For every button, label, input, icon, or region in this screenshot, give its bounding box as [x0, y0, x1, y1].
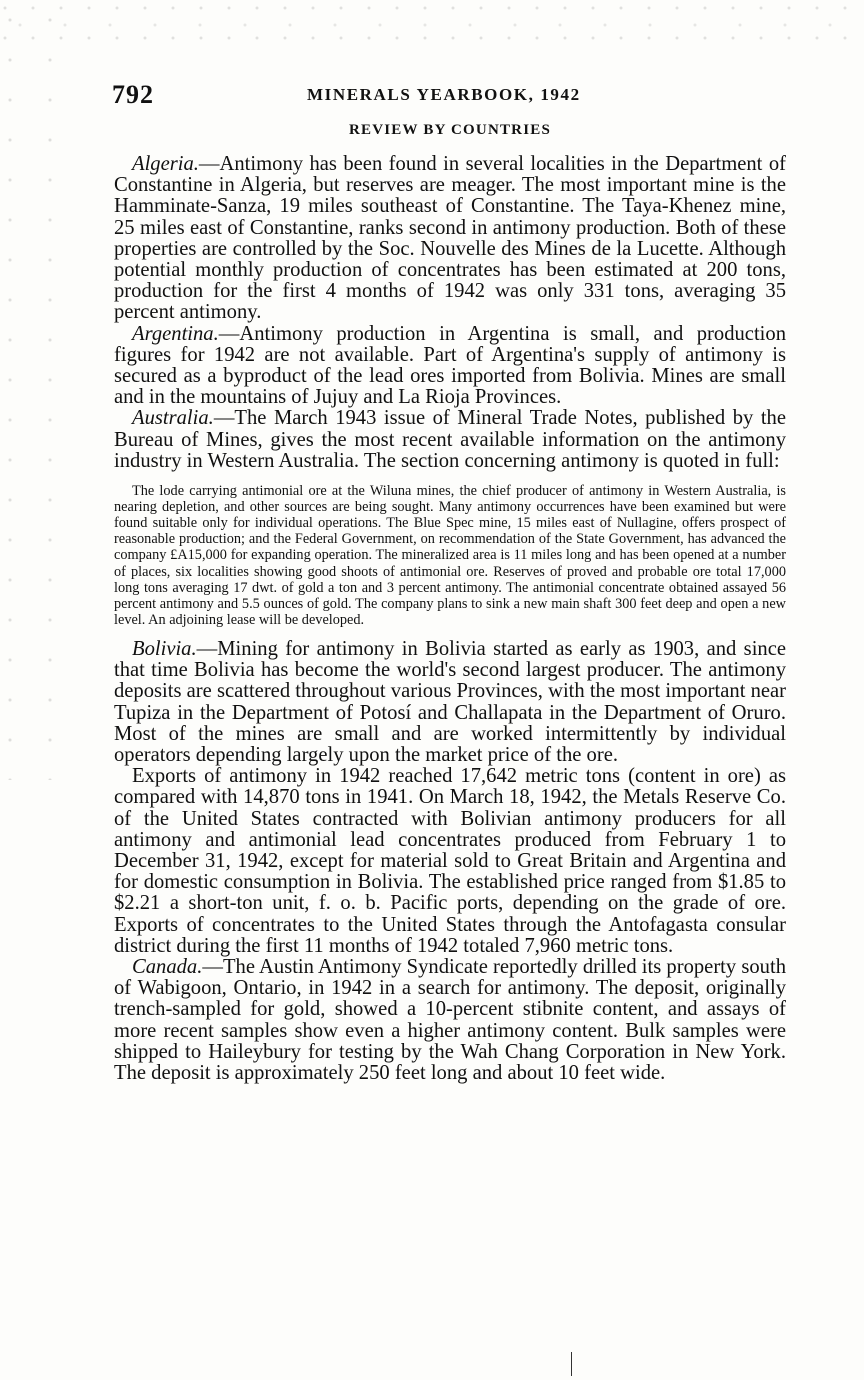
paragraph-algeria-text: —Antimony has been found in several localities in the Department of Constantine in Algeria, but reserves are meager. The most important mine is the Hamminate-Sanza, 19 miles southeast of Constantine. The Taya-Khenez mine, 25 miles east of Constantine, ranks second in antimony production. Both of these properties are controlled by the Soc. Nouvelle des Mines de la Lucette. Although potential monthly production of concentrates has been estimated at 200 tons, production for the first 4 months of 1942 was only 331 tons, averaging 35 percent antimony.: [114, 153, 786, 324]
body-text: [114, 154, 786, 1084]
country-name-bolivia: Bolivia.: [132, 637, 197, 660]
paragraph-bolivia-exports: Exports of antimony in 1942 reached 17,642 metric tons (content in ore) as compared with 14,870 tons in 1941. On March 18, 1942, the Metals Reserve Co. of the United States contracted with Bolivian antimony producers for all antimony and antimonial lead concentrates produced from February 1 to December 31, 1942, except for material sold to Great Britain and Argentina and for domestic consumption in Bolivia. The established price ranged from $1.85 to $2.21 a short-ton unit, f. o. b. Pacific ports, depending on the grade of ore. Exports of concentrates to the United States through the Antofagasta consular district during the first 11 months of 1942 totaled 7,960 metric tons.: [114, 765, 786, 957]
country-name-australia: Australia.: [132, 407, 214, 430]
block-quote-australia: The lode carrying antimonial ore at the Wiluna mines, the chief producer of antimony in Western Australia, is nearing depletion, and other sources are being sought. Many antimony occurrences have been examined but were found suitable only for individual operations. The Blue Spec mine, 15 miles east of Nullagine, offers prospect of reasonable production; and the Federal Government, on recommendation of the State Government, has advanced the company £A15,000 for expanding operation. The mineralized area is 11 miles long and has been opened at a number of places, six localities showing good shoots of antimonial ore. Reserves of proved and probable ore total 17,000 long tons averaging 17 dwt. of gold a ton and 3 percent antimony. The antimonial concentrate obtained assayed 56 percent antimony and 5.5 ounces of gold. The company plans to sink a new main shaft 300 feet deep and open a new level. An adjoining lease will be developed.: [114, 483, 786, 628]
paragraph-argentina: [114, 324, 786, 409]
paragraph-argentina-text: —Antimony production in Argentina is small, and production figures for 1942 are not available. Part of Argentina's supply of antimony is secured as a byproduct of the lead ores imported from Bolivia. Mines are small and in the mountains of Jujuy and La Rioja Provinces.: [114, 322, 786, 409]
scan-noise-left-edge: [0, 0, 70, 780]
country-name-argentina: Argentina.: [132, 322, 219, 345]
scan-noise-top: [0, 0, 864, 40]
paragraph-bolivia-text: —Mining for antimony in Bolivia started as early as 1903, and since that time Bolivia has become the world's second largest producer. The antimony deposits are scattered throughout various Provinces, with the most important near Tupiza in the Department of Potosí and Challapata in the Department of Oruro. Most of the mines are small and are worked intermittently by individual operators depending largely upon the market price of the ore.: [114, 637, 787, 766]
paragraph-bolivia: [114, 639, 786, 766]
section-heading: REVIEW BY COUNTRIES: [348, 122, 551, 138]
page-header: [112, 80, 784, 110]
country-name-canada: Canada.: [132, 955, 203, 978]
paragraph-australia-text: —The March 1943 issue of Mineral Trade Notes, published by the Bureau of Mines, gives the most recent available information on the antimony industry in Western Australia. The section concerning antimony is quoted in full:: [114, 407, 786, 472]
country-name-algeria: Algeria.: [132, 153, 199, 175]
page-number: 792: [112, 80, 154, 109]
paragraph-australia: [114, 408, 786, 472]
paragraph-canada: [114, 957, 786, 1084]
paragraph-algeria: [114, 154, 786, 324]
running-title: MINERALS YEARBOOK, 1942: [307, 85, 581, 104]
paragraph-canada-text: —The Austin Antimony Syndicate reportedly drilled its property south of Wabigoon, Ontario, in 1942 in a search for antimony. The deposit, originally trench-sampled for gold, showed a 10-percent stibnite content, and assays of more recent samples show even a higher antimony content. Bulk samples were shipped to Haileybury for testing by the Wah Chang Corporation in New York. The deposit is approximately 250 feet long and about 10 feet wide.: [114, 955, 786, 1084]
scan-mark-bottom: [571, 1352, 572, 1376]
